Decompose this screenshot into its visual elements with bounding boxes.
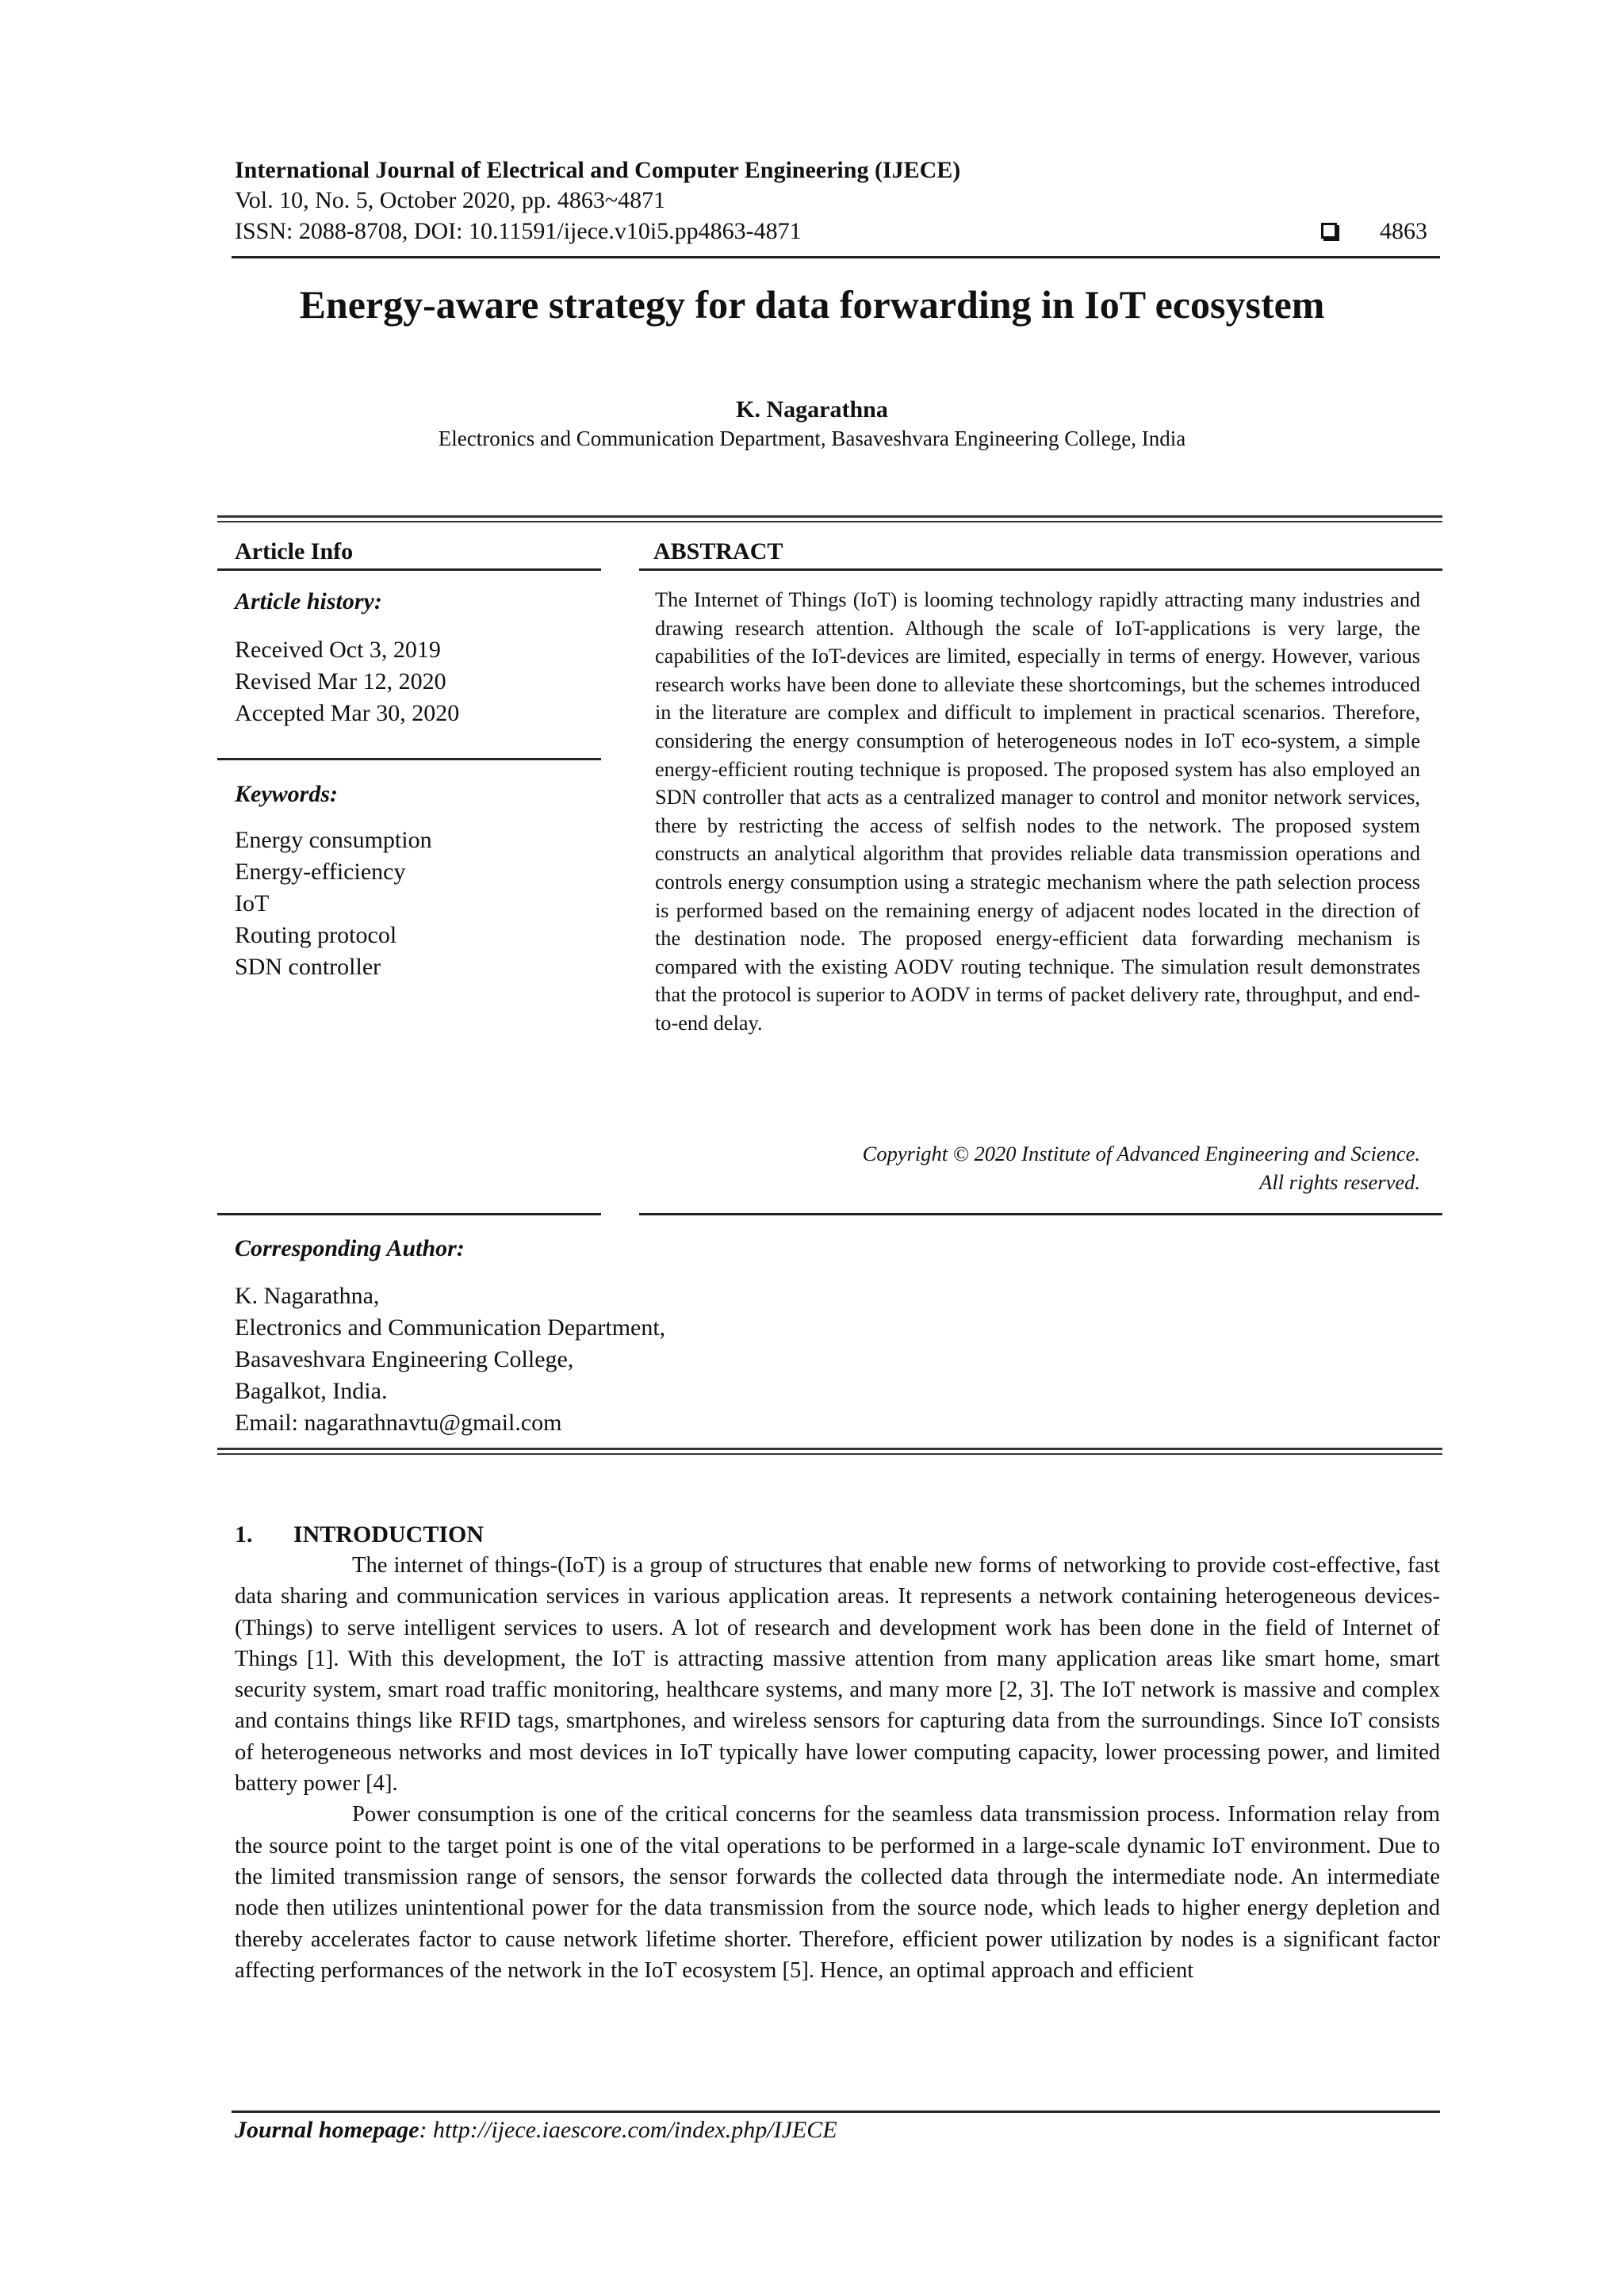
- article-info-heading: Article Info: [235, 538, 354, 564]
- corr-line: K. Nagarathna,: [235, 1283, 380, 1309]
- history-item: Revised Mar 12, 2020: [235, 668, 446, 695]
- divider: [217, 1213, 601, 1215]
- page-number: 4863: [1380, 218, 1427, 244]
- keywords-heading: Keywords:: [235, 781, 338, 807]
- corr-line: Electronics and Communication Department,: [235, 1314, 666, 1341]
- divider: [639, 568, 1442, 571]
- section-title: INTRODUCTION: [293, 1521, 485, 1548]
- corresponding-author-details: [235, 1280, 665, 1439]
- author-affiliation: Electronics and Communication Department, Basaveshvara Engineering College, India: [438, 427, 1186, 450]
- journal-volume: Vol. 10, No. 5, October 2020, pp. 4863~4871: [235, 187, 666, 213]
- section-number: 1.: [235, 1521, 253, 1548]
- footer: [235, 2115, 837, 2145]
- paragraph: Power consumption is one of the critical concerns for the seamless data transmission process. Information relay from the source point to the target point is one of the vital operations to be performed in a large-scale dynamic IoT environment. Due to the limited transmission range of sensors, the sensor forwards the collected data through the intermediate node. An intermediate node then utilizes unintentional power for the data transmission from the source node, which leads to higher energy depletion and thereby accelerates factor to cause network lifetime shorter. Therefore, efficient power utilization by nodes is a significant factor affecting performances of the network in the IoT ecosystem [5]. Hence, an optimal approach and efficient: [235, 1802, 1440, 1983]
- keyword: Energy-efficiency: [235, 859, 406, 885]
- author-name: K. Nagarathna: [736, 396, 888, 423]
- journal-name: International Journal of Electrical and Computer Engineering (IJECE): [235, 157, 961, 183]
- abstract-heading: ABSTRACT: [653, 538, 783, 564]
- footer-colon: :: [419, 2117, 434, 2143]
- paper-title: Energy-aware strategy for data forwarding in IoT ecosystem: [299, 282, 1325, 327]
- keyword: IoT: [235, 890, 270, 916]
- introduction-body: [235, 1550, 1440, 1986]
- footer-rule: [232, 2110, 1440, 2113]
- corr-line: Basaveshvara Engineering College,: [235, 1346, 574, 1372]
- info-bottom-rule: [217, 1448, 1442, 1455]
- divider: [639, 1213, 1442, 1215]
- footer-label: Journal homepage: [235, 2117, 419, 2143]
- journal-homepage-link[interactable]: http://ijece.iaescore.com/index.php/IJECE: [433, 2117, 837, 2143]
- article-history-list: [235, 634, 459, 729]
- keyword: SDN controller: [235, 954, 381, 980]
- divider: [217, 568, 601, 571]
- history-item: Received Oct 3, 2019: [235, 637, 441, 663]
- copyright-notice: [655, 1139, 1420, 1196]
- keywords-list: [235, 825, 432, 983]
- copyright-line: Copyright © 2020 Institute of Advanced Engineering and Science.: [862, 1142, 1420, 1165]
- info-top-rule: [217, 515, 1442, 522]
- corresponding-author-heading: Corresponding Author:: [235, 1235, 465, 1261]
- corr-email: Email: nagarathnavtu@gmail.com: [235, 1410, 562, 1436]
- abstract-text: The Internet of Things (IoT) is looming technology rapidly attracting many industries and drawing research attention. Although the scale of IoT-applications is very large, the capabilities of the IoT-devices are limited, especially in terms of energy. However, various research works have been done to alleviate these shortcomings, but the schemes introduced in the literature are complex and difficult to implement in practical scenarios. Therefore, considering the energy consumption of heterogeneous nodes in IoT eco-system, a simple energy-efficient routing technique is proposed. The proposed system has also employed an SDN controller that acts as a centralized manager to control and monitor network services, there by restricting the access of selfish nodes to the network. The proposed system constructs an analytical algorithm that provides reliable data transmission operations and controls energy consumption using a strategic mechanism where the path selection process is performed based on the remaining energy of adjacent nodes located in the direction of the destination node. The proposed energy-efficient data forwarding mechanism is compared with the existing AODV routing technique. The simulation result demonstrates that the protocol is superior to AODV in terms of packet delivery rate, throughput, and end-to-end delay.: [655, 588, 1420, 1035]
- rights-line: All rights reserved.: [1259, 1170, 1420, 1194]
- corr-line: Bagalkot, India.: [235, 1378, 388, 1404]
- journal-issn-doi: ISSN: 2088-8708, DOI: 10.11591/ijece.v10i5.pp4863-4871: [235, 218, 802, 244]
- section-heading: [235, 1520, 484, 1550]
- keyword: Routing protocol: [235, 922, 397, 948]
- article-history-heading: Article history:: [235, 588, 382, 614]
- keyword: Energy consumption: [235, 827, 432, 853]
- paragraph: The internet of things-(IoT) is a group of structures that enable new forms of networking to provide cost-effective, fast data sharing and communication services in various application areas. It represents a network containing heterogeneous devices-(Things) to serve intelligent services to users. A lot of research and development work has been done in the field of Internet of Things [1]. With this development, the IoT is attracting massive attention from many application areas like smart home, smart security system, smart road traffic monitoring, healthcare systems, and many more [2, 3]. The IoT network is massive and complex and contains things like RFID tags, smartphones, and wireless sensors for capturing data from the surroundings. Since IoT consists of heterogeneous networks and most devices in IoT typically have lower computing capacity, lower processing power, and limited battery power [4].: [235, 1553, 1440, 1797]
- box-icon: [1321, 223, 1337, 239]
- header-rule: [232, 256, 1440, 258]
- history-item: Accepted Mar 30, 2020: [235, 700, 460, 726]
- divider: [217, 758, 601, 760]
